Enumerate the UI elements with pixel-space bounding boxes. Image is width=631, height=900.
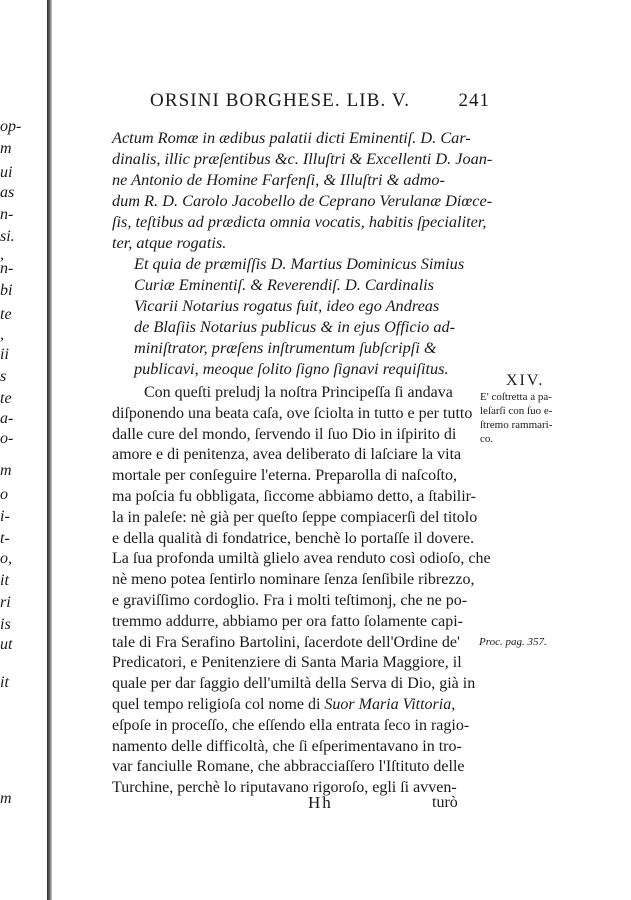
text-line: tale di Fra Serafino Bartolini, ſacerdote dell'Ordine de' [112, 633, 460, 651]
text-line: la in paleſe: nè già per queſto ſeppe compiacerſi del titolo [112, 508, 478, 526]
margin-fragment: n- [0, 260, 14, 277]
text-line: Et quia de præmiſſis D. Martius Dominicus Simius [134, 254, 465, 273]
marginal-note [480, 374, 560, 446]
text-line: publicavi, meoque ſolito ſigno ſignavi requiſitus. [134, 359, 449, 378]
text-line: e della qualità di fondatrice, benchè lo portaſſe il dovere. [112, 529, 475, 547]
signature-mark: Hh [308, 793, 333, 812]
text-line: tremmo addurre, abbiamo per ora fatto ſolamente capi- [112, 612, 463, 630]
margin-fragment: op- [0, 118, 22, 135]
text-line: dum R. D. Carolo Jacobello de Ceprano Verulanæ Diœce- [112, 191, 493, 210]
text-line: ne Antonio de Homine Farfenſi, & Illuſtri & admo- [112, 170, 445, 189]
catchword: turò [432, 794, 458, 811]
text-line: miniſtrator, præſens inſtrumentum ſubſcripſi & [134, 338, 437, 357]
note-line: E' coſtretta a pa- [480, 391, 552, 403]
text-line: ma poſcia fu obbligata, ſiccome abbiamo detto, a ſtabilir- [112, 488, 476, 505]
previous-page-margin [0, 118, 22, 818]
text-line: Actum Romæ in ædibus palatii dicti Eminentiſ. D. Car- [112, 128, 471, 147]
margin-fragment: it [0, 674, 9, 691]
margin-fragment: i- [0, 508, 10, 525]
book-spine-shadow [47, 0, 52, 900]
margin-fragment: ui [0, 164, 13, 181]
margin-fragment: te [0, 390, 12, 407]
text-line: ſis, teſtibus ad prædicta omnia vocatis, habitis ſpecialiter, [112, 212, 487, 231]
text-line: Curiæ Eminentiſ. & Reverendiſ. D. Cardinalis [134, 275, 434, 294]
margin-fragment: ii [0, 346, 9, 363]
text-line: Con queſti preludj la noſtra Principeſſa ſi andava [144, 384, 453, 401]
note-line: ſtremo rammari- [480, 419, 553, 431]
margin-fragment: as [0, 184, 15, 201]
text-line: Vicarii Notarius rogatus fuit, ideo ego Andreas [134, 296, 440, 315]
text-line: eſpoſe in proceſſo, che eſſendo ella entrata ſeco in ragio- [112, 716, 470, 734]
page-number: 241 [458, 90, 490, 111]
margin-fragment: s [0, 368, 7, 385]
margin-fragment: m [0, 462, 12, 479]
margin-fragment: , [0, 326, 4, 343]
margin-fragment: m [0, 790, 12, 807]
text-line: dinalis, illic præſentibus &c. Illuſtri & Excellenti D. Joan- [112, 149, 493, 168]
text-line: Turchine, perchè lo riputavano rigoroſo, egli ſi avven- [112, 779, 457, 797]
margin-fragment: m [0, 140, 12, 157]
margin-fragment: , [0, 246, 4, 263]
text-line: amore e di penitenza, avea deliberato di laſciare la vita [112, 446, 462, 464]
text-line [112, 696, 455, 714]
margin-fragment: n- [0, 206, 14, 223]
section-number: XIV. [506, 372, 545, 389]
text-line: ter, atque rogatis. [112, 233, 227, 252]
margin-fragment: o [0, 486, 8, 503]
running-head [150, 90, 490, 116]
text-line-start: quel tempo religioſa col nome di [112, 696, 321, 713]
text-line: mortale per conſeguire l'eterna. Preparolla di naſcoſto, [112, 467, 457, 485]
text-line: de Blaſiis Notarius publicus & in ejus Officio ad- [134, 317, 456, 336]
running-head-title: ORSINI BORGHESE. LIB. V. [150, 90, 411, 111]
margin-fragment: o, [0, 550, 12, 567]
margin-fragment: ut [0, 636, 13, 653]
margin-fragment: te [0, 306, 12, 323]
note-line: co. [480, 433, 494, 445]
text-line: diſponendo una beata caſa, ove ſciolta in tutto e per tutto [112, 404, 473, 422]
text-line: La ſua profonda umiltà glielo avea renduto così odioſo, che [112, 550, 491, 568]
text-line: Predicatori, e Penitenziere di Santa Maria Maggiore, il [112, 654, 462, 672]
text-line: var fanciulle Romane, che abbracciaſſero l'Iſtituto delle [112, 758, 465, 776]
text-line: e graviſſimo cordoglio. Fra i molti teſtimonj, che ne po- [112, 592, 468, 609]
text-line: nè meno potea ſentirlo nominare ſenza ſenſibile ribrezzo, [112, 571, 475, 589]
margin-fragment: it [0, 572, 9, 589]
text-line: dalle cure del mondo, ſervendo il ſuo Dio in iſpirito di [112, 425, 457, 443]
margin-fragment: ri [0, 594, 11, 611]
process-reference: Proc. pag. 357. [479, 636, 547, 648]
margin-fragment: si. [0, 228, 15, 245]
margin-fragment: o- [0, 430, 14, 447]
margin-fragment: t- [0, 530, 10, 547]
text-line: quale per dar ſaggio dell'umiltà della Serva di Dio, già in [112, 675, 476, 693]
margin-fragment: a- [0, 410, 14, 427]
text-line: namento delle difficoltà, che ſi eſperimentavano in tro- [112, 737, 462, 755]
margin-fragment: bi [0, 282, 13, 299]
note-line: leſarſi con ſuo e- [480, 405, 553, 417]
religious-name: Suor Maria Vittoria, [324, 696, 456, 713]
margin-fragment: is [0, 616, 11, 633]
